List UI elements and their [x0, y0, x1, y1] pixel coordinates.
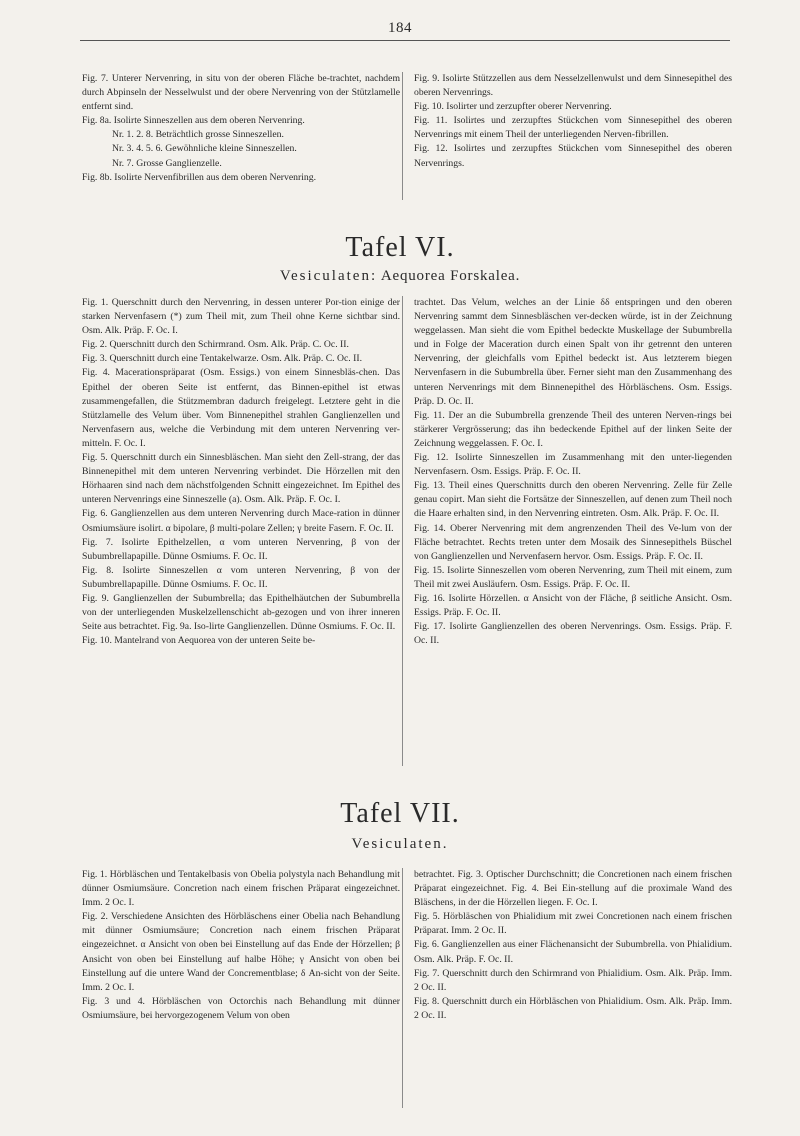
- tafel-vi-subtitle: [0, 268, 800, 285]
- tafel-vi-title: Tafel VI.: [345, 232, 455, 263]
- column-divider: [402, 868, 403, 1108]
- caption: betrachtet. Fig. 3. Optischer Durchschnitt; die Concretionen nach einem frischen Präparat eingezeichnet. Fig. 4. Bei Ein-stellung auf die proximale Wand des Bläschens, in der die Hörzellen liegen. F. Oc. I.: [414, 869, 732, 909]
- caption: Fig. 10. Isolirter und zerzupfter oberer Nervenring.: [414, 101, 612, 113]
- top-left-column: [82, 72, 400, 185]
- caption: Fig. 14. Oberer Nervenring mit dem angrenzenden Theil des Ve-lum von der Fläche betrachtet. Rechts treten unter dem Mosaik des Sinnesepithels Büschel von Ganglienzellen und Nervenfasern hervor. Osm. Essigs. Präp. F. Oc. II.: [414, 522, 732, 562]
- caption: Fig. 7. Unterer Nervenring, in situ von der oberen Fläche be-trachtet, nachdem durch Abpinseln der Nesselwulst und der obere Nervenring von der Stützlamelle entfernt sind.: [82, 73, 400, 113]
- header-rule: [80, 40, 730, 41]
- caption: Fig. 8b. Isolirte Nervenfibrillen aus dem oberen Nervenring.: [82, 171, 317, 183]
- caption: Fig. 5. Querschnitt durch ein Sinnesbläschen. Man sieht den Zell-strang, der das Binnenepithel mit dem unteren Nervenring verbindet. Die Hörzellen mit den Hörhaaren sind nach dem nächstfolgenden Schnitt eingezeichnet. Im Epithel des unteren Nervenrings eine Sinneszelle (a). Osm. Alk. Präp. F. Oc. I.: [82, 452, 400, 506]
- caption: Fig. 8a. Isolirte Sinneszellen aus dem oberen Nervenring.: [82, 115, 305, 127]
- tafel-vi-left-column: [82, 296, 400, 648]
- caption: Fig. 9. Ganglienzellen der Subumbrella; das Epithelhäutchen der Subumbrella von der unterliegenden Muskelzellenschicht ab-gezogen und von ihrer inneren Seite aus betrachtet. Fig. 9a. Iso-lirte Ganglienzellen. Dünne Osmiums. F. Oc. II.: [82, 592, 400, 633]
- caption: Fig. 4. Macerationspräparat (Osm. Essigs.) von einem Sinnesbläs-chen. Das Epithel der oberen Seite ist entfernt, das Binnen-epithel ist etwas zusammengefallen, die Stützmembran dadurch freigelegt. Letztere geht in die Stützlamelle des Velum über. Vom Binnenepithel strahlen Ganglienzellen und Nervenfasern aus, welche die Verbindung mit dem unteren Nervenring ver-mitteln. F. Oc. I.: [82, 367, 400, 449]
- caption-sub: Nr. 1. 2. 8. Beträchtlich grosse Sinneszellen.: [112, 129, 284, 141]
- top-section: [82, 72, 732, 185]
- tafel-vii-right-column: [414, 868, 732, 1023]
- caption: Fig. 5. Hörbläschen von Phialidium mit zwei Concretionen nach einem frischen Präparat. Imm. 2 Oc. II.: [414, 911, 732, 937]
- page-number: 184: [388, 20, 412, 36]
- tafel-vii-title: Tafel VII.: [340, 798, 460, 829]
- caption: Fig. 11. Isolirtes und zerzupftes Stückchen vom Sinnesepithel des oberen Nervenrings mit einem Theil der unterliegenden Nerven-fibrillen.: [414, 115, 732, 141]
- caption: Fig. 17. Isolirte Ganglienzellen des oberen Nervenrings. Osm. Essigs. Präp. F. Oc. II.: [414, 621, 732, 647]
- caption: Fig. 1. Hörbläschen und Tentakelbasis von Obelia polystyla nach Behandlung mit dünner Osmiumsäure. Concretion nach einem frischen Präparat eingezeichnet. Imm. 2 Oc. I.: [82, 869, 400, 909]
- tafel-vi-subtitle-a: Vesiculaten:: [279, 268, 378, 284]
- caption: Fig. 6. Ganglienzellen aus dem unteren Nervenring durch Mace-ration in dünner Osmiumsäure isolirt. α bipolare, β multi-polare Zellen; γ breite Fasern. F. Oc. II.: [82, 508, 400, 534]
- caption: Fig. 15. Isolirte Sinneszellen vom oberen Nervenring, zum Theil mit einem, zum Theil mit zwei Ausläufern. Osm. Essigs. Präp. F. Oc. II.: [414, 564, 732, 590]
- caption: Fig. 7. Querschnitt durch den Schirmrand von Phialidium. Osm. Alk. Präp. Imm. 2 Oc. II.: [414, 967, 732, 993]
- caption: Fig. 13. Theil eines Querschnitts durch den oberen Nervenring. Zelle für Zelle genau copirt. Man sieht die Fortsätze der Sinneszellen, auf denen zum Theil noch die Haare erhalten sind, in den Nervenring eintreten. Osm. Alk. Präp. F. Oc. II.: [414, 480, 732, 520]
- tafel-vi-section: [82, 296, 732, 648]
- caption: Fig. 10. Mantelrand von Aequorea von der unteren Seite be-: [82, 635, 316, 647]
- caption: Fig. 3. Querschnitt durch eine Tentakelwarze. Osm. Alk. Präp. C. Oc. II.: [82, 353, 363, 365]
- caption: Fig. 7. Isolirte Epithelzellen, α vom unteren Nervenring, β von der Subumbrellapapille. Dünne Osmiums. F. Oc. II.: [82, 536, 400, 562]
- caption: Fig. 12. Isolirtes und zerzupftes Stückchen vom Sinnesepithel des oberen Nervenrings.: [414, 143, 732, 169]
- caption: Fig. 2. Verschiedene Ansichten des Hörbläschens einer Obelia nach Behandlung mit dünner Osmiumsäure; Concretion nach einem frischen Präparat eingezeichnet. α Ansicht von oben bei Einstellung auf das Ende der Hörzellen; β Ansicht von oben bei Einstellung auf halbe Höhe; γ Ansicht von oben bei Einstellung auf die untere Wand der Concrementblase; δ An-sicht von der Seite. Imm. 2 Oc. I.: [82, 911, 400, 993]
- caption-sub: Nr. 3. 4. 5. 6. Gewöhnliche kleine Sinneszellen.: [112, 143, 297, 155]
- caption: Fig. 3 und 4. Hörbläschen von Octorchis nach Behandlung mit dünner Osmiumsäure, bei hervorgezogenem Velum von oben: [82, 995, 400, 1021]
- tafel-vii-subtitle: [0, 836, 800, 853]
- column-divider: [402, 72, 403, 200]
- caption: Fig. 2. Querschnitt durch den Schirmrand. Osm. Alk. Präp. C. Oc. II.: [82, 339, 349, 351]
- tafel-vi-subtitle-b: Aequorea Forskalea.: [380, 268, 521, 284]
- caption: Fig. 1. Querschnitt durch den Nervenring, in dessen unterer Por-tion einige der starken Nervenfasern (*) zum Theil mit, zum Theil ohne Kerne sichtbar sind. Osm. Alk. Präp. F. Oc. I.: [82, 297, 400, 337]
- caption: Fig. 6. Ganglienzellen aus einer Flächenansicht der Subumbrella. von Phialidium. Osm. Alk. Präp. F. Oc. II.: [414, 939, 732, 965]
- caption: Fig. 8. Querschnitt durch ein Hörbläschen von Phialidium. Osm. Alk. Präp. Imm. 2 Oc. II.: [414, 995, 732, 1021]
- top-right-column: [414, 72, 732, 185]
- caption: Fig. 16. Isolirte Hörzellen. α Ansicht von der Fläche, β seitliche Ansicht. Osm. Essigs. Präp. F. Oc. II.: [414, 592, 732, 619]
- tafel-vii-left-column: [82, 868, 400, 1023]
- tafel-vi-right-column: [414, 296, 732, 648]
- caption: Fig. 8. Isolirte Sinneszellen α vom unteren Nervenring, β von der Subumbrellapapille. Dünne Osmiums. F. Oc. II.: [82, 564, 400, 590]
- caption: Fig. 9. Isolirte Stützzellen aus dem Nesselzellenwulst und dem Sinnesepithel des oberen Nervenrings.: [414, 73, 732, 99]
- caption-sub: Nr. 7. Grosse Ganglienzelle.: [112, 157, 222, 169]
- caption: Fig. 12. Isolirte Sinneszellen im Zusammenhang mit den unter-liegenden Nervenfasern. Osm. Essigs. Präp. F. Oc. II.: [414, 452, 732, 478]
- tafel-vii-subtitle-text: Vesiculaten.: [351, 836, 449, 852]
- tafel-vii-section: [82, 868, 732, 1023]
- caption: trachtet. Das Velum, welches an der Linie δδ entspringen und den oberen Nervenring sammt dem Sinnesbläschen ver-decken würde, ist in der Zeichnung weggelassen. Man sieht die vom Epithel bedeckte Muskellage der Subumbrella und in Folge der Maceration durch einen Spalt von ihr getrennt den unteren Nervenring, der gleichfalls vom Epithel bedeckt ist. Aus letzterem biegen Nervenfasern in die Subumbrella über. Ferner sieht man den Zusammenhang des unteren Nervenrings mit dem Binnenepithel des Hörbläschens. Osm. Essigs. Präp. D. Oc. II.: [414, 297, 732, 407]
- caption: Fig. 11. Der an die Subumbrella grenzende Theil des unteren Nerven-rings bei stärkerer Vergrösserung; das ihn bedeckende Epithel auf der linken Seite der Zeichnung weggelassen. F. Oc. I.: [414, 409, 732, 449]
- column-divider: [402, 296, 403, 766]
